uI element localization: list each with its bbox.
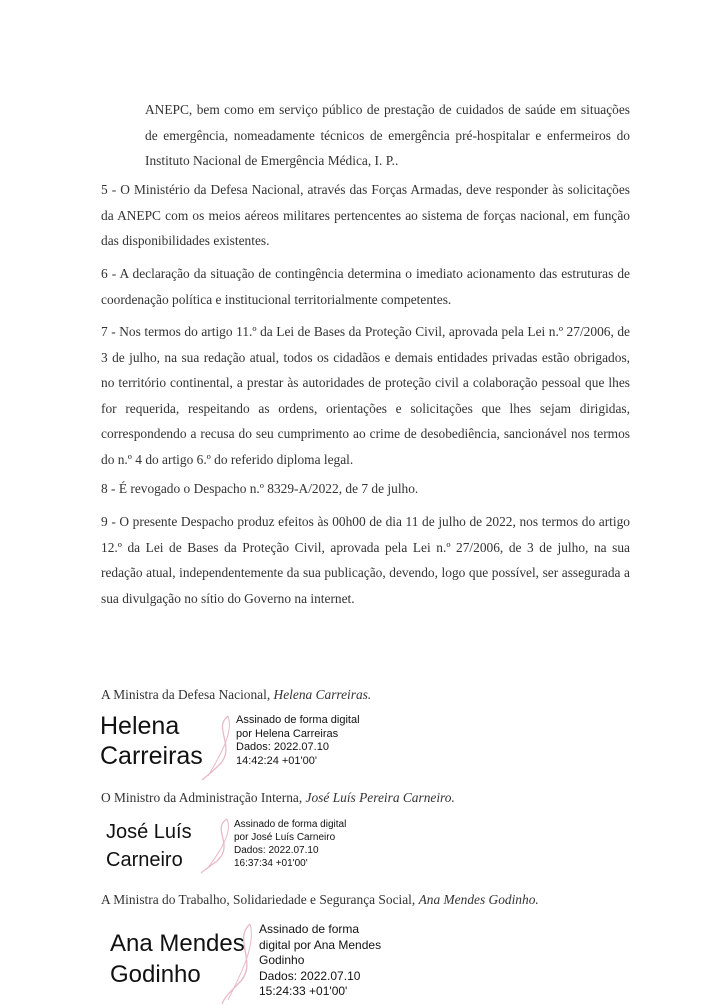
signature-swirl-graphic xyxy=(197,815,237,875)
paragraph-7: 7 - Nos termos do artigo 11.º da Lei de Bases da Proteção Civil, aprovada pela Lei n.º 27/2006, de 3 de julho, na sua redação atual, todos os cidadãos e demais entidades privadas estão obrigados, no território continental, a prestar às autoridades de proteção civil a colaboração pessoal que lhes for requerida, respeitando as ordens, orientações e solicitações que lhes sejam dirigidas, correspondendo a recusa do seu cumprimento ao crime de desobediência, sancionável nos termos do n.º 4 do artigo 6.º do referido diploma legal. xyxy=(101,324,630,467)
digital-signature-text-3: Assinado de forma digital por Ana Mendes Godinho Dados: 2022.07.10 15:24:33 +01'00' xyxy=(259,922,382,998)
signatory-line-2: O Ministro da Administração Interna, José Luís Pereira Carneiro. xyxy=(101,790,455,805)
paragraph-9: 9 - O presente Despacho produz efeitos às 00h00 de dia 11 de julho de 2022, nos termos do artigo 12.º da Lei de Bases da Proteção Civil, aprovada pela Lei n.º 27/2006, de 3 de julho, na sua redação atual, independentemente da sua publicação, devendo, logo que possível, ser assegurada a sua divulgação no sítio do Governo na internet. xyxy=(101,514,630,606)
signature-swirl-graphic xyxy=(216,920,262,1006)
signature-name-2: José Luís Carneiro xyxy=(106,821,192,871)
signatory-line-3: A Ministra do Trabalho, Solidariedade e Segurança Social, Ana Mendes Godinho. xyxy=(101,892,539,907)
digital-signature-text-1: Assinado de forma digital por Helena Carreiras Dados: 2022.07.10 14:42:24 +01'00' xyxy=(236,714,360,767)
paragraph-continuation: ANEPC, bem como em serviço público de prestação de cuidados de saúde em situações de emergência, nomeadamente técnicos de emergência pré-hospitalar e enfermeiros do Instituto Nacional de Emergência Médica, I. P.. xyxy=(145,102,630,168)
signatory-name-italic: José Luís Pereira Carneiro. xyxy=(305,790,455,805)
signature-name-3: Ana Mendes Godinho xyxy=(110,930,245,988)
digital-signature-text-2: Assinado de forma digital por José Luís Carneiro Dados: 2022.07.10 16:37:34 +01'00' xyxy=(234,819,347,869)
signatory-name-italic: Helena Carreiras. xyxy=(273,687,372,702)
signature-swirl-graphic xyxy=(198,712,238,782)
signatory-line-1: A Ministra da Defesa Nacional, Helena Carreiras. xyxy=(101,687,372,702)
signatory-name-italic: Ana Mendes Godinho. xyxy=(418,892,539,907)
paragraph-8: 8 - É revogado o Despacho n.º 8329-A/2022, de 7 de julho. xyxy=(101,481,419,496)
signature-name-1: Helena Carreiras xyxy=(100,712,203,770)
paragraph-6: 6 - A declaração da situação de contingência determina o imediato acionamento das estruturas de coordenação política e institucional territorialmente competentes. xyxy=(101,266,630,307)
paragraph-5: 5 - O Ministério da Defesa Nacional, através das Forças Armadas, deve responder às solicitações da ANEPC com os meios aéreos militares pertencentes ao sistema de forças nacional, em função das disponibilidades existentes. xyxy=(101,182,630,248)
